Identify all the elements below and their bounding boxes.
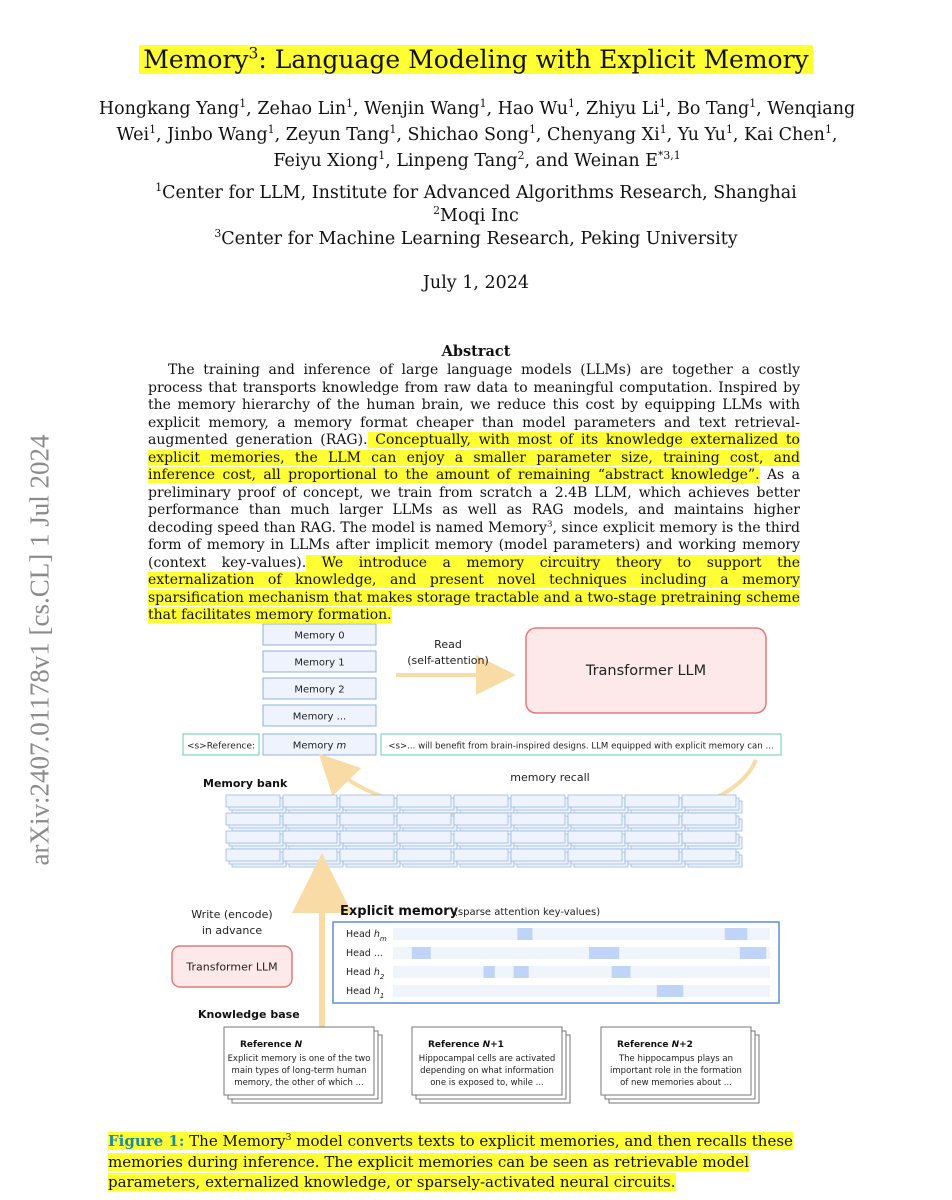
write-label: Write (encode) <box>191 908 273 921</box>
memory-bank-cell <box>625 849 679 861</box>
memory-m-box <box>263 734 376 755</box>
abstract-body: The training and inference of large language models (LLMs) are together a costly process that transports knowledge from raw data to meaningful computation. Inspired by the memory hierarchy of the human brain, we reduce this cost by equipping LLMs with explicit memory, a memory format cheaper than model parameters and text retrieval-augmented generation (RAG). Conceptually, with most of its knowledge externalized to explicit memories, the LLM can enjoy a smaller parameter size, training cost, and inference cost, all proportional to the amount of remaining “abstract knowledge”. As a preliminary proof of concept, we train from scratch a 2.4B LLM, which achieves better performance than much larger LLMs as well as RAG models, and maintains higher decoding speed than RAG. The model is named Memory$^3$, since explicit memory is the third form of memory in LLMs after implicit memory (model parameters) and working memory (context key-values). We introduce a memory circuitry theory to support the externalization of knowledge, and present novel techniques including a memory sparsification mechanism that makes storage tractable and a two-stage pretraining scheme that facilitates memory formation. <box>148 362 800 623</box>
svg-text:Head ...: Head ... <box>346 948 383 959</box>
explicit-memory-sublabel: (sparse attention key-values) <box>454 907 601 918</box>
svg-text:Head h2: Head $h_2$ <box>346 967 385 981</box>
memory-bank-cell <box>511 831 565 843</box>
memory-bank-cell <box>682 831 736 843</box>
svg-text:main types of long-term human: main types of long-term human <box>231 1066 367 1076</box>
author-name: Feiyu Xiong$^1$ <box>273 149 386 171</box>
author-name: Zehao Lin$^1$ <box>257 97 354 119</box>
memory-bank-cell <box>454 813 508 825</box>
head-activation-block <box>483 966 494 978</box>
svg-text:Head h1: Head $h_1$ <box>346 986 385 1000</box>
affiliation-1: $^1$Center for LLM, Institute for Advanced Algorithms Research, Shanghai <box>155 181 797 203</box>
memory-ellipsis-box <box>263 705 376 726</box>
memory-bank-cell <box>454 831 508 843</box>
head-activation-block <box>514 966 529 978</box>
svg-text:Hippocampal cells are activate: Hippocampal cells are activated <box>418 1054 556 1064</box>
memory-bank-cell <box>226 831 280 843</box>
figure-1-diagram <box>170 615 800 1140</box>
svg-text:one is exposed to, while ...: one is exposed to, while ... <box>430 1078 544 1088</box>
svg-text:<s>... will benefit from brain: <s>... will benefit from brain-inspired designs. LLM equipped with explicit memory can ... <box>388 741 774 752</box>
svg-text:Transformer LLM: Transformer LLM <box>186 960 278 974</box>
svg-text:Reference N+2: Reference N+2 <box>617 1040 693 1050</box>
memory-bank-cell <box>682 813 736 825</box>
svg-text:memory, the other of which ...: memory, the other of which ... <box>234 1078 364 1088</box>
memory-2-box <box>263 678 376 699</box>
memory-bank-cell <box>340 813 394 825</box>
memory-bank-cell <box>397 831 451 843</box>
author-name: Linpeng Tang$^2$ <box>396 149 525 171</box>
author-name: Wenjin Wang$^1$ <box>364 97 487 119</box>
svg-text:The hippocampus plays an: The hippocampus plays an <box>618 1054 734 1064</box>
memory-bank-cell <box>682 849 736 861</box>
author-name: Jinbo Wang$^1$ <box>167 123 275 145</box>
author-name: Bo Tang$^1$ <box>677 97 757 119</box>
memory-bank-cell <box>397 849 451 861</box>
memory-bank-cell <box>340 795 394 807</box>
memory-bank-cell <box>283 849 337 861</box>
reference-n-plus-1-card <box>412 1027 570 1103</box>
context-token-box <box>381 734 781 755</box>
memory-bank-cell <box>625 795 679 807</box>
knowledge-base-label: Knowledge base <box>198 1008 300 1021</box>
memory-bank-cell <box>568 831 622 843</box>
svg-text:<s>Reference:: <s>Reference: <box>186 741 256 752</box>
svg-text:of new memories about ...: of new memories about ... <box>620 1078 732 1088</box>
head-activation-block <box>612 966 631 978</box>
author-name: Zhiyu Li$^1$ <box>586 97 666 119</box>
memory-bank-cell <box>226 849 280 861</box>
svg-text:Memory m: Memory m <box>292 740 347 752</box>
memory-bank-cell <box>568 813 622 825</box>
author-name: Yu Yu$^1$ <box>677 123 733 145</box>
author-name: Hongkang Yang$^1$ <box>98 97 247 119</box>
author-name: Hao Wu$^1$ <box>497 97 575 119</box>
memory-bank-cell <box>625 831 679 843</box>
memory-bank-cell <box>511 849 565 861</box>
reference-token-box <box>183 734 259 755</box>
memory-bank-cell <box>397 813 451 825</box>
memory-bank-cell <box>454 849 508 861</box>
memory-bank-cell <box>454 795 508 807</box>
svg-text:Reference N: Reference N <box>240 1040 303 1050</box>
memory-bank-cell <box>511 795 565 807</box>
head-activation-block <box>725 928 748 940</box>
head-activation-block <box>589 947 619 959</box>
memory-bank-grid <box>226 795 742 867</box>
head-activation-block <box>657 985 683 997</box>
svg-text:Head hm: Head $h_m$ <box>346 929 387 943</box>
author-name: Weinan E$^{*3,1}$ <box>574 149 681 171</box>
figure-caption: Figure 1: The Memory$^3$ model converts texts to explicit memories, and then recalls these memories during inference. The explicit memories can be seen as retrievable model parameters, externalized knowledge, or sparsely-activated neural circuits. <box>108 1132 793 1191</box>
memory-bank-cell <box>625 813 679 825</box>
svg-text:Memory 2: Memory 2 <box>294 684 345 696</box>
figure-label: Figure 1: <box>108 1132 185 1150</box>
memory-bank-cell <box>511 813 565 825</box>
svg-text:Transformer LLM: Transformer LLM <box>585 663 707 679</box>
memory-bank-cell <box>283 831 337 843</box>
svg-text:important role in the formatio: important role in the formation <box>610 1066 742 1076</box>
svg-text:Memory 1: Memory 1 <box>294 657 345 669</box>
abstract-highlight-2: We introduce a memory circuitry theory to support the externalization of knowledge, and present novel techniques including a memory sparsification mechanism that makes storage tractable and a two-stage pretraining scheme that facilitates memory formation. <box>148 554 800 623</box>
memory-bank-cell <box>397 795 451 807</box>
memory-recall-label: memory recall <box>510 771 590 784</box>
arxiv-identifier-stamp: arXiv:2407.01178v1 [cs.CL] 1 Jul 2024 <box>24 434 55 866</box>
author-name: Zeyun Tang$^1$ <box>285 123 397 145</box>
memory-bank-cell <box>283 795 337 807</box>
reference-n-card <box>224 1027 382 1103</box>
memory-bank-cell <box>340 831 394 843</box>
memory-bank-cell <box>283 813 337 825</box>
publication-date: July 1, 2024 <box>422 273 530 293</box>
memory-bank-cell <box>568 849 622 861</box>
author-name: Shichao Song$^1$ <box>407 123 536 145</box>
read-label: Read <box>434 638 462 651</box>
memory-bank-label: Memory bank <box>203 777 288 790</box>
memory-bank-cell <box>226 813 280 825</box>
read-sublabel: (self-attention) <box>407 654 489 667</box>
explicit-memory-label: Explicit memory <box>340 904 459 919</box>
svg-text:depending on what information: depending on what information <box>420 1066 554 1076</box>
memory-bank-cell <box>568 795 622 807</box>
paper-title: Memory$^3$: Language Modeling with Explicit Memory <box>0 40 952 80</box>
memory-bank-cell <box>226 795 280 807</box>
memory-0-box <box>263 624 376 645</box>
head-row-ellipsis <box>346 947 770 959</box>
transformer-llm-main-box <box>526 628 766 713</box>
affiliation-3: $^3$Center for Machine Learning Research, Peking University <box>214 227 738 249</box>
author-name: Chenyang Xi$^1$ <box>547 123 667 145</box>
head-activation-block <box>412 947 431 959</box>
write-sublabel: in advance <box>201 924 263 937</box>
abstract-heading: Abstract <box>441 343 511 360</box>
head-activation-block <box>517 928 532 940</box>
author-name: Wenqiang Wei$^1$ <box>116 99 856 145</box>
memory-bank-cell <box>682 795 736 807</box>
head-activation-block <box>740 947 766 959</box>
author-name: Kai Chen$^1$ <box>743 123 832 145</box>
svg-text:Memory 0: Memory 0 <box>294 630 345 642</box>
svg-text:Reference N+1: Reference N+1 <box>428 1040 504 1050</box>
abstract-highlight-1: Conceptually, with most of its knowledge externalized to explicit memories, the LLM can enjoy a smaller parameter size, training cost, and inference cost, all proportional to the amount of remaining “abstract knowledge”. <box>148 432 800 483</box>
transformer-llm-small-box <box>172 946 292 987</box>
memory-1-box <box>263 651 376 672</box>
memory-bank-cell <box>340 849 394 861</box>
svg-text:Explicit memory is one of the: Explicit memory is one of the two <box>227 1054 371 1064</box>
author-list: Hongkang Yang$^1$, Zehao Lin$^1$, Wenjin Wang$^1$, Hao Wu$^1$, Zhiyu Li$^1$, Bo Tang$^1$, Wenqiang Wei$^1$, Jinbo Wang$^1$, Zeyun Tang$^1$, Shichao Song$^1$, Chenyang Xi$^1$, Yu Yu$^1$, Kai Chen$^1$, Feiyu Xiong$^1$, Linpeng Tang$^2$, and Weinan E$^{*3,1}$ <box>98 97 856 171</box>
reference-n-plus-2-card <box>601 1027 759 1103</box>
svg-text:Memory ...: Memory ... <box>292 711 347 723</box>
affiliation-2: $^2$Moqi Inc <box>433 204 519 226</box>
